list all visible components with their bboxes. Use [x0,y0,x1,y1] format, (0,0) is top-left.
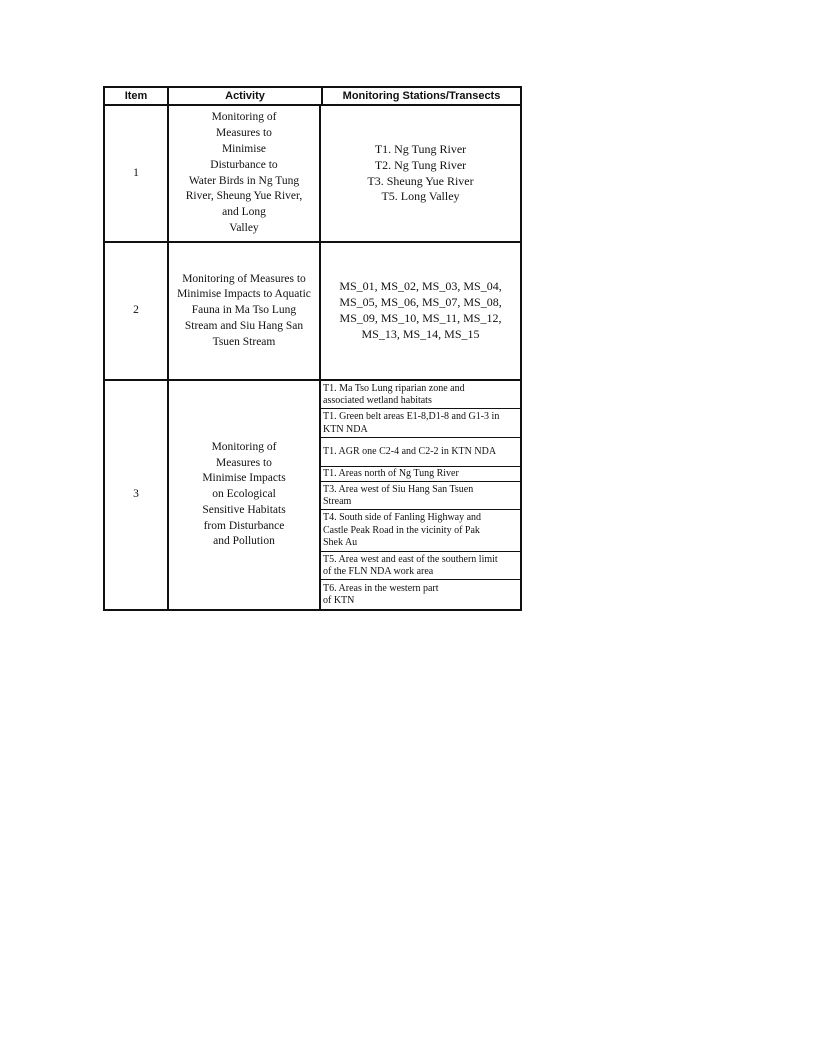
transect-line: Castle Peak Road in the vicinity of Pak [323,524,480,536]
item-number: 2 [133,304,139,317]
monitoring-table [103,86,522,611]
activity-line: Measures to [216,456,272,469]
transect-line: T3. Area west of Siu Hang San Tsuen [323,483,474,495]
transect-cell [321,467,520,482]
station-line: MS_13, MS_14, MS_15 [361,326,480,341]
activity-line: Valley [229,221,259,234]
transect-line: T6. Areas in the western part [323,582,439,594]
transect-line: T5. Area west and east of the southern limit [323,553,498,565]
activity-line: and Pollution [213,535,275,548]
activity-line: Measures to [216,127,272,140]
stations-cell [319,106,520,241]
activity-cell [167,106,319,241]
activity-line: and Long [222,206,266,219]
header-item: Item [124,90,148,102]
transect-cell [321,482,520,510]
transect-cell [321,552,520,580]
activity-cell [167,243,319,379]
activity-line: Stream and Siu Hang San [184,319,304,332]
transect-line: T1. Ma Tso Lung riparian zone and [323,382,465,394]
activity-cell [167,381,319,609]
station-line: T5. Long Valley [381,189,460,204]
table-row [105,381,520,609]
transect-line: of the FLN NDA work area [323,566,434,577]
transect-line: Stream [323,496,352,507]
table-row [105,106,520,243]
activity-line: Monitoring of [211,111,277,124]
activity-line: Monitoring of [211,440,277,453]
activity-line: Water Birds in Ng Tung [188,174,300,187]
transect-cell [321,510,520,552]
transect-line: T4. South side of Fanling Highway and [323,512,482,524]
station-line: MS_05, MS_06, MS_07, MS_08, [339,295,502,310]
stations-cell [319,243,520,379]
transect-cell [321,580,520,609]
activity-line: Minimise Impacts to Aquatic [177,288,311,301]
table-row [105,243,520,381]
transect-line: T1. Areas north of Ng Tung River [323,468,459,480]
transect-line: T1. Green belt areas E1-8,D1-8 and G1-3 in [323,411,500,422]
header-activity: Activity [167,88,321,104]
station-line: T1. Ng Tung River [374,141,467,156]
activity-line: Minimise Impacts [202,472,286,485]
transect-cell [321,409,520,438]
activity-line: from Disturbance [203,519,285,532]
transects-list [319,381,520,609]
activity-line: Tsuen Stream [212,335,276,348]
item-number: 3 [133,488,139,501]
station-line: MS_01, MS_02, MS_03, MS_04, [339,279,502,294]
activity-line: Fauna in Ma Tso Lung [191,304,297,317]
item-number: 1 [133,166,139,179]
table-header-row [105,88,520,106]
transect-line: associated wetland habitats [323,395,432,406]
station-line: T3. Sheung Yue River [367,173,474,188]
activity-line: Sensitive Habitats [202,503,286,516]
transect-cell [321,438,520,467]
activity-line: Disturbance to [210,158,278,171]
transect-line: of KTN [323,595,355,606]
activity-line: Monitoring of Measures to [182,272,306,285]
station-line: T2. Ng Tung River [374,157,467,172]
transect-cell [321,381,520,409]
header-monitoring-stations: Monitoring Stations/Transects [321,88,520,104]
transect-line: Shek Au [323,537,358,549]
activity-line: River, Sheung Yue River, [185,190,303,203]
transect-line: T1. AGR one C2-4 and C2-2 in KTN NDA [323,446,497,458]
activity-line: on Ecological [212,488,276,501]
transect-line: KTN NDA [323,423,368,435]
station-line: MS_09, MS_10, MS_11, MS_12, [339,311,502,325]
activity-line: Minimise [221,142,267,155]
